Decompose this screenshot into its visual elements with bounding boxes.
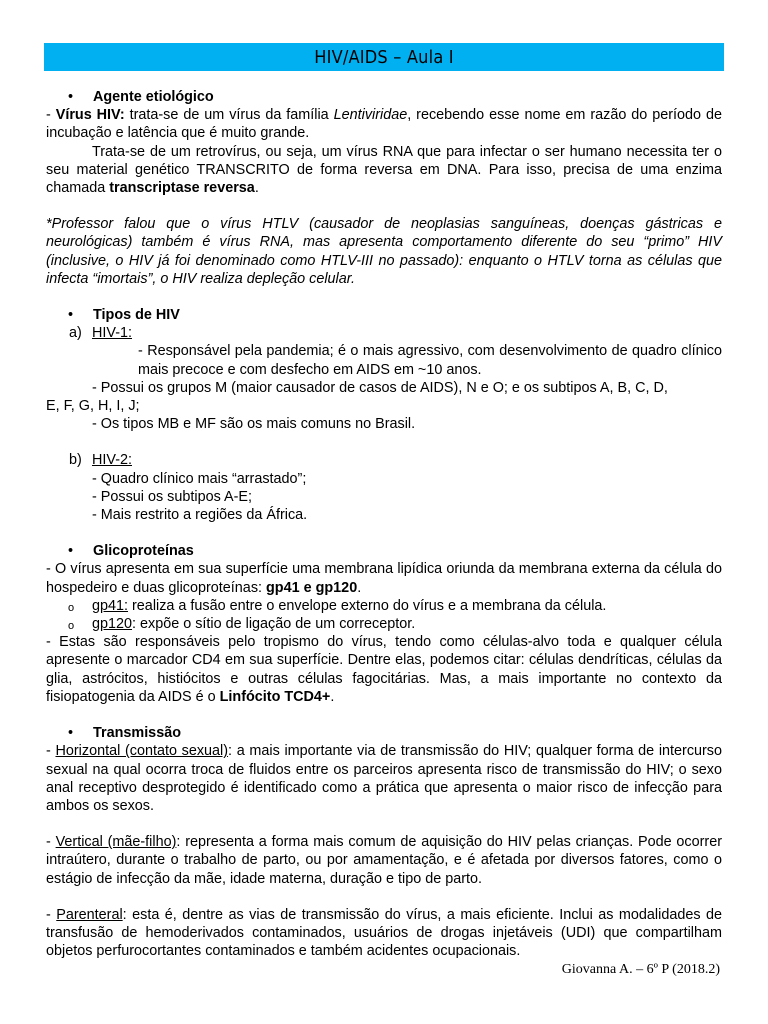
section-heading-tipos: • Tipos de HIV xyxy=(46,306,722,324)
section-heading-agente: • Agente etiológico xyxy=(46,88,722,106)
hiv1-item-3: - Os tipos MB e MF são os mais comuns no Brasil. xyxy=(92,416,416,433)
hiv1-item-2: - Possui os grupos M (maior causador de casos de AIDS), N e O; e os subtipos A, B, C, D, E, F, G, H, I, J; xyxy=(46,379,668,415)
section-heading-glicoproteinas: • Glicoproteínas xyxy=(46,542,722,560)
paragraph-vertical: - Vertical (mãe-filho): representa a forma mais comum de aquisição do HIV pelas crianças. Pode ocorrer intraútero, durante o trabalho de parto, ou por amamentação, e é afetada por diversos fatores, como o estágio de infecção da mãe, idade materna, duração e tipo de parto. xyxy=(46,834,723,887)
paragraph-membrana: - O vírus apresenta em sua superfície uma membrana lipídica oriunda da membrana externa da célula do hospedeiro e duas glicoproteínas: gp41 e gp120. xyxy=(46,561,722,596)
title-banner xyxy=(44,43,724,71)
hiv2-item-3: - Mais restrito a regiões da África. xyxy=(92,507,308,524)
hiv2-label: b) HIV-2: xyxy=(69,452,132,469)
hiv1-label: a) HIV-1: xyxy=(69,325,132,342)
document-body xyxy=(46,88,722,960)
section-heading-transmissao: • Transmissão xyxy=(46,724,722,742)
paragraph-parenteral: - Parenteral: esta é, dentre as vias de transmissão do vírus, a mais eficiente. Inclui as modalidades de transfusão de hemoderivados contaminados, usuários de drogas injetáveis (UDI) que compartilham objetos perfurocortantes contaminados e também acidentes ocupacionais. xyxy=(46,906,723,960)
hiv2-item-2: - Possui os subtipos A-E; xyxy=(92,488,252,505)
page-title: HIV/AIDS – Aula I xyxy=(314,46,454,68)
paragraph-retrovirus: Trata-se de um retrovírus, ou seja, um vírus RNA que para infectar o ser humano necessita ter o seu material genético TRANSCRITO de forma reversa em DNA. Para isso, precisa de uma enzima chamada transcriptase reversa. xyxy=(46,143,722,197)
page-footer: Giovanna A. – 6º P (2018.2) xyxy=(561,962,720,977)
paragraph-horizontal: - Horizontal (contato sexual): a mais importante via de transmissão do HIV; qualquer forma de intercurso sexual na qual ocorra troca de fluidos entre os parceiros apresenta risco de transmissão do HIV; o sexo anal receptivo desprotegido é identificado como a prática que apresenta o maior risco de infecção para ambos os sexos. xyxy=(46,743,723,814)
gp120-item: o gp120: expõe o sítio de ligação de um correceptor. xyxy=(46,615,722,633)
paragraph-virus-hiv: - Vírus HIV: trata-se de um vírus da família Lentiviridae, recebendo esse nome em razão do período de incubação e latência que é muito grande. xyxy=(46,107,722,142)
hiv2-item-1: - Quadro clínico mais “arrastado”; xyxy=(92,470,307,487)
hiv1-item-1: - Responsável pela pandemia; é o mais agressivo, com desenvolvimento de quadro clínico mais precoce e com desfecho em AIDS em ~10 anos. xyxy=(138,343,722,378)
paragraph-tropismo: - Estas são responsáveis pelo tropismo do vírus, tendo como células-alvo toda e qualquer célula apresente o marcador CD4 em sua superfície. Dentre elas, podemos citar: células dendríticas, células da glia, astrócitos, histiócitos e outras células fagocitárias. Mas, a mais importante no contexto da fisiopatogenia da AIDS é o Linfócito TCD4+. xyxy=(46,634,722,705)
professor-note: *Professor falou que o vírus HTLV (causador de neoplasias sanguíneas, doenças gástricas e neurológicas) também é vírus RNA, mas apresenta comportamento diferente do seu “primo” HIV (inclusive, o HIV já foi denominado como HTLV-III no passado): enquanto o HTLV torna as células que infecta “imortais”, o HIV realiza depleção celular. xyxy=(46,216,722,287)
gp41-item: o gp41: realiza a fusão entre o envelope externo do vírus e a membrana da célula. xyxy=(46,597,722,615)
